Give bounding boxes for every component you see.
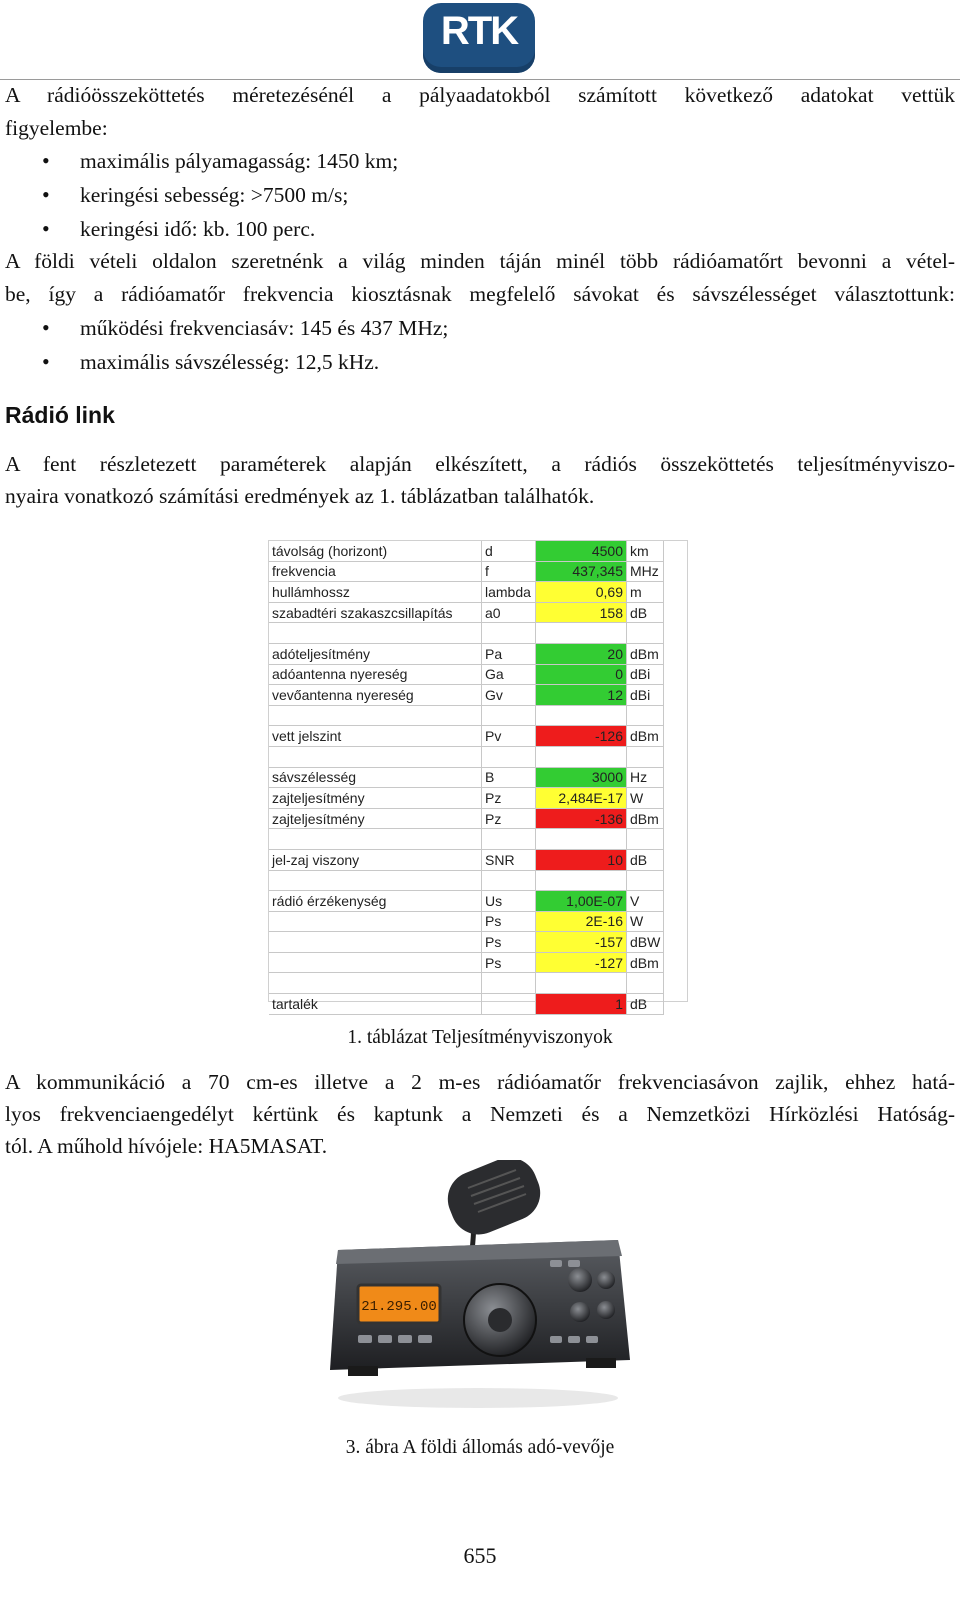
parameter-unit (627, 623, 664, 644)
table-row (269, 911, 664, 932)
transceiver-figure (318, 1160, 638, 1422)
intro-line-1: A rádióösszeköttetés méretezésénél a pályaadatokból számított következő adatokat vettük (5, 83, 955, 107)
parameter-value: 4500 (536, 541, 627, 561)
parameter-value: -136 (536, 808, 627, 829)
parameter-value (536, 829, 627, 850)
parameter-name (269, 973, 482, 994)
parameter-name (269, 705, 482, 726)
parameter-value: 3000 (536, 767, 627, 788)
parameter-name: jel-zaj viszony (269, 849, 482, 870)
rtk-logo (423, 3, 535, 73)
intro-line-2: figyelembe: (5, 116, 108, 140)
list-item: • maximális pályamagasság: 1450 km; (0, 144, 900, 178)
comm-line-3: tól. A műhold hívójele: HA5MASAT. (5, 1134, 328, 1158)
parameter-value: 1 (536, 994, 627, 1015)
parameter-symbol: Ps (482, 932, 536, 953)
parameter-name: tartalék (269, 994, 482, 1015)
parameter-symbol: Gv (482, 685, 536, 706)
list-item: • működési frekvenciasáv: 145 és 437 MHz; (0, 311, 900, 345)
parameter-name: rádió érzékenység (269, 891, 482, 912)
table-row (269, 808, 664, 829)
parameter-unit: dBi (627, 664, 664, 685)
section-heading: Rádió link (5, 402, 115, 428)
parameter-name: adóantenna nyereség (269, 664, 482, 685)
parameter-value (536, 705, 627, 726)
table-row (269, 541, 664, 561)
parameter-unit: dB (627, 602, 664, 623)
parameter-symbol (482, 829, 536, 850)
parameter-name (269, 952, 482, 973)
parameter-name: sávszélesség (269, 767, 482, 788)
parameter-unit: dBm (627, 808, 664, 829)
table-row (269, 932, 664, 953)
parameter-value (536, 870, 627, 891)
parameter-symbol: Ps (482, 911, 536, 932)
parameter-name: hullámhossz (269, 582, 482, 603)
list-item: • keringési idő: kb. 100 perc. (0, 212, 900, 246)
parameter-name: távolság (horizont) (269, 541, 482, 561)
parameter-symbol: Ps (482, 952, 536, 973)
link-line-2: nyaira vonatkozó számítási eredmények az 1. táblázatban találhatók. (5, 484, 595, 508)
table-row (269, 994, 664, 1015)
parameter-name: vett jelszint (269, 726, 482, 747)
parameter-name: frekvencia (269, 561, 482, 582)
parameter-unit: dBm (627, 643, 664, 664)
list-item: • maximális sávszélesség: 12,5 kHz. (0, 345, 900, 379)
frequency-list (0, 311, 900, 379)
parameter-value: -127 (536, 952, 627, 973)
link-line-1: A fent részletezett paraméterek alapján elkészített, a rádiós összeköttetés teljesítményviszo- (5, 452, 955, 476)
parameter-value: 10 (536, 849, 627, 870)
ground-line-2: be, így a rádióamatőr frekvencia kiosztásnak megfelelő sávokat és sávszélességet választottunk: (5, 282, 955, 306)
parameter-symbol: lambda (482, 582, 536, 603)
parameter-name (269, 746, 482, 767)
table-row (269, 746, 664, 767)
link-budget-table (268, 540, 688, 1012)
parameter-name (269, 870, 482, 891)
figure-caption: 3. ábra A földi állomás adó-vevője (345, 1437, 615, 1458)
parameter-symbol: SNR (482, 849, 536, 870)
parameter-unit: dB (627, 994, 664, 1015)
table-row (269, 582, 664, 603)
parameter-value: 437,345 (536, 561, 627, 582)
parameter-unit: dBm (627, 952, 664, 973)
microphone-icon (439, 1160, 548, 1243)
table-row (269, 602, 664, 623)
parameter-symbol: B (482, 767, 536, 788)
parameter-name (269, 623, 482, 644)
table-row (269, 870, 664, 891)
parameter-unit: Hz (627, 767, 664, 788)
parameter-symbol (482, 623, 536, 644)
parameter-symbol: Ga (482, 664, 536, 685)
parameter-value: -126 (536, 726, 627, 747)
parameter-value (536, 746, 627, 767)
parameter-unit: W (627, 911, 664, 932)
parameter-unit: V (627, 891, 664, 912)
logo-text: RTK (440, 9, 518, 53)
parameter-unit: km (627, 541, 664, 561)
parameter-symbol (482, 746, 536, 767)
parameter-name: zajteljesítmény (269, 788, 482, 809)
parameter-name: zajteljesítmény (269, 808, 482, 829)
ground-line-1: A földi vételi oldalon szeretnénk a világ minden táján minél több rádióamatőrt bevonni a vétel- (5, 249, 955, 273)
parameter-unit: dBi (627, 685, 664, 706)
parameter-unit (627, 746, 664, 767)
parameter-symbol: Pa (482, 643, 536, 664)
table-row (269, 952, 664, 973)
parameter-name (269, 932, 482, 953)
parameter-unit (627, 870, 664, 891)
table-row (269, 643, 664, 664)
table-row (269, 561, 664, 582)
parameter-value: 1,00E-07 (536, 891, 627, 912)
parameter-symbol (482, 994, 536, 1015)
orbit-list (0, 144, 900, 246)
parameter-symbol: Pv (482, 726, 536, 747)
parameter-unit (627, 973, 664, 994)
table-caption: 1. táblázat Teljesítményviszonyok (347, 1027, 613, 1048)
parameter-unit: dBm (627, 726, 664, 747)
table-row (269, 829, 664, 850)
parameter-unit: m (627, 582, 664, 603)
parameter-value (536, 623, 627, 644)
parameter-symbol (482, 705, 536, 726)
parameter-symbol: Us (482, 891, 536, 912)
parameter-value: 2,484E-17 (536, 788, 627, 809)
parameter-unit (627, 829, 664, 850)
parameter-value: 12 (536, 685, 627, 706)
parameter-symbol: Pz (482, 788, 536, 809)
table-row (269, 685, 664, 706)
parameter-symbol: a0 (482, 602, 536, 623)
comm-line-1: A kommunikáció a 70 cm-es illetve a 2 m-es rádióamatőr frekvenciasávon zajlik, ehhez hatá- (5, 1070, 955, 1094)
parameter-symbol: d (482, 541, 536, 561)
table-row (269, 788, 664, 809)
parameter-symbol (482, 870, 536, 891)
parameter-name: adóteljesítmény (269, 643, 482, 664)
table-row (269, 767, 664, 788)
parameter-unit: MHz (627, 561, 664, 582)
parameter-unit: dB (627, 849, 664, 870)
parameter-value (536, 973, 627, 994)
comm-line-2: lyos frekvenciaengedélyt kértünk és kaptunk a Nemzeti és a Nemzetközi Hírközlési Hatóság- (5, 1102, 955, 1126)
budget-table-grid (269, 541, 664, 1015)
table-row (269, 726, 664, 747)
parameter-unit: W (627, 788, 664, 809)
radio-display-text: 21.295.00 (361, 1299, 437, 1315)
table-row (269, 891, 664, 912)
parameter-value: 158 (536, 602, 627, 623)
parameter-value: -157 (536, 932, 627, 953)
table-row (269, 623, 664, 644)
list-item: • keringési sebesség: >7500 m/s; (0, 178, 900, 212)
table-row (269, 973, 664, 994)
parameter-name: szabadtéri szakaszcsillapítás (269, 602, 482, 623)
parameter-value: 2E-16 (536, 911, 627, 932)
parameter-name (269, 829, 482, 850)
parameter-name (269, 911, 482, 932)
parameter-value: 20 (536, 643, 627, 664)
parameter-unit (627, 705, 664, 726)
parameter-symbol: f (482, 561, 536, 582)
parameter-unit: dBW (627, 932, 664, 953)
parameter-value: 0 (536, 664, 627, 685)
parameter-value: 0,69 (536, 582, 627, 603)
table-row (269, 849, 664, 870)
parameter-symbol: Pz (482, 808, 536, 829)
page-number: 655 (463, 1543, 497, 1568)
parameter-name: vevőantenna nyereség (269, 685, 482, 706)
table-row (269, 705, 664, 726)
table-row (269, 664, 664, 685)
parameter-symbol (482, 973, 536, 994)
